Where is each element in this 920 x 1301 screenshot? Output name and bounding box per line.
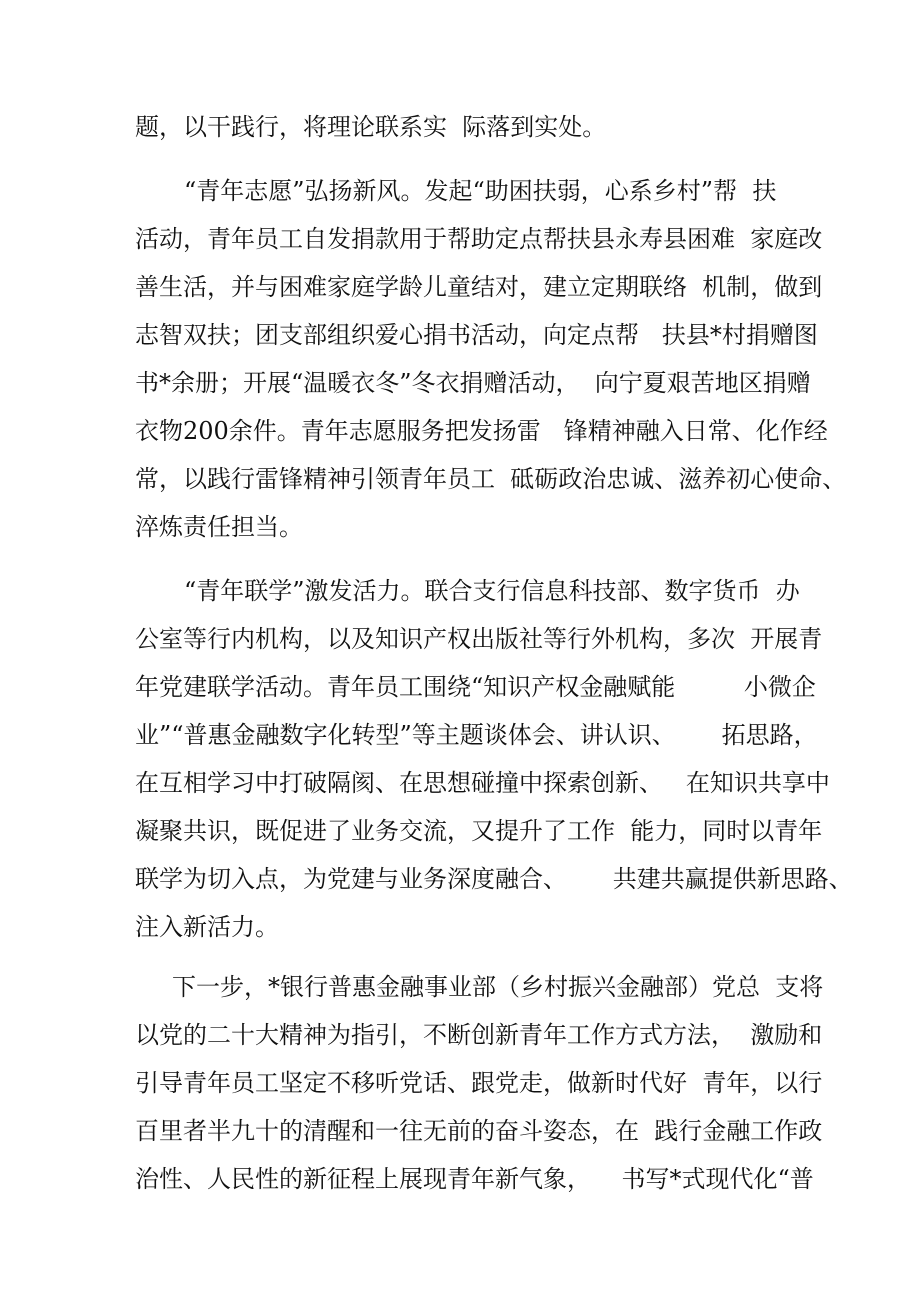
paragraph-2-line-7: 常，以践行雷锋精神引领青年员工 砥砺政治忠诚、滋养初心使命、 <box>135 465 847 493</box>
paragraph-1-line-1: 题，以干践行，将理论联系实 际落到实处。 <box>135 113 607 141</box>
paragraph-2-line-2: 活动，青年员工自发捐款用于帮助定点帮扶县永寿县困难 家庭改 <box>135 225 823 253</box>
paragraph-2-line-4: 志智双扶；团支部组织爱心捐书活动，向定点帮 扶县*村捐赠图 <box>135 321 818 349</box>
paragraph-4-line-2: 以党的二十大精神为指引，不断创新青年工作方式方法， 激励和 <box>135 1021 823 1049</box>
paragraph-3-line-6: 凝聚共识，既促进了业务交流，又提升了工作 能力，同时以青年 <box>135 817 823 845</box>
paragraph-3-line-1: “青年联学”激发活力。联合支行信息科技部、数字货币 办 <box>184 577 800 605</box>
paragraph-3-line-2: 公室等行内机构，以及知识产权出版社等行外机构，多次 开展青 <box>135 625 823 653</box>
paragraph-4-line-3: 引导青年员工坚定不移听党话、跟党走，做新时代好 青年，以行 <box>135 1069 823 1097</box>
paragraph-2-line-6: 衣物200余件。青年志愿服务把发扬雷 锋精神融入日常、化作经 <box>135 417 828 445</box>
paragraph-2-line-3: 善生活，并与困难家庭学龄儿童结对，建立定期联络 机制，做到 <box>135 273 823 301</box>
paragraph-3-line-4: 业”“普惠金融数字化转型”等主题谈体会、讲认识、 拓思路， <box>135 721 818 749</box>
paragraph-2-line-8: 淬炼责任担当。 <box>135 513 303 541</box>
paragraph-4-line-1: 下一步，*银行普惠金融事业部（乡村振兴金融部）党总 支将 <box>172 973 824 1001</box>
paragraph-4-line-5: 治性、人民性的新征程上展现青年新气象， 书写*式现代化“普 <box>135 1165 814 1193</box>
paragraph-2-line-1: “青年志愿”弘扬新风。发起“助困扶弱，心系乡村”帮 扶 <box>184 177 777 205</box>
paragraph-3-line-8: 注入新活力。 <box>135 913 279 941</box>
paragraph-3-line-7: 联学为切入点，为党建与业务深度融合、 共建共赢提供新思路、 <box>135 865 853 893</box>
paragraph-3-line-5: 在互相学习中打破隔阂、在思想碰撞中探索创新、 在知识共享中 <box>135 769 830 797</box>
paragraph-2-line-5: 书*余册；开展“温暖衣冬”冬衣捐赠活动， 向宁夏艰苦地区捐赠 <box>135 369 811 397</box>
paragraph-3-line-3: 年党建联学活动。青年员工围绕“知识产权金融赋能 小微企 <box>135 673 816 701</box>
paragraph-4-line-4: 百里者半九十的清醒和一往无前的奋斗姿态，在 践行金融工作政 <box>135 1117 823 1145</box>
